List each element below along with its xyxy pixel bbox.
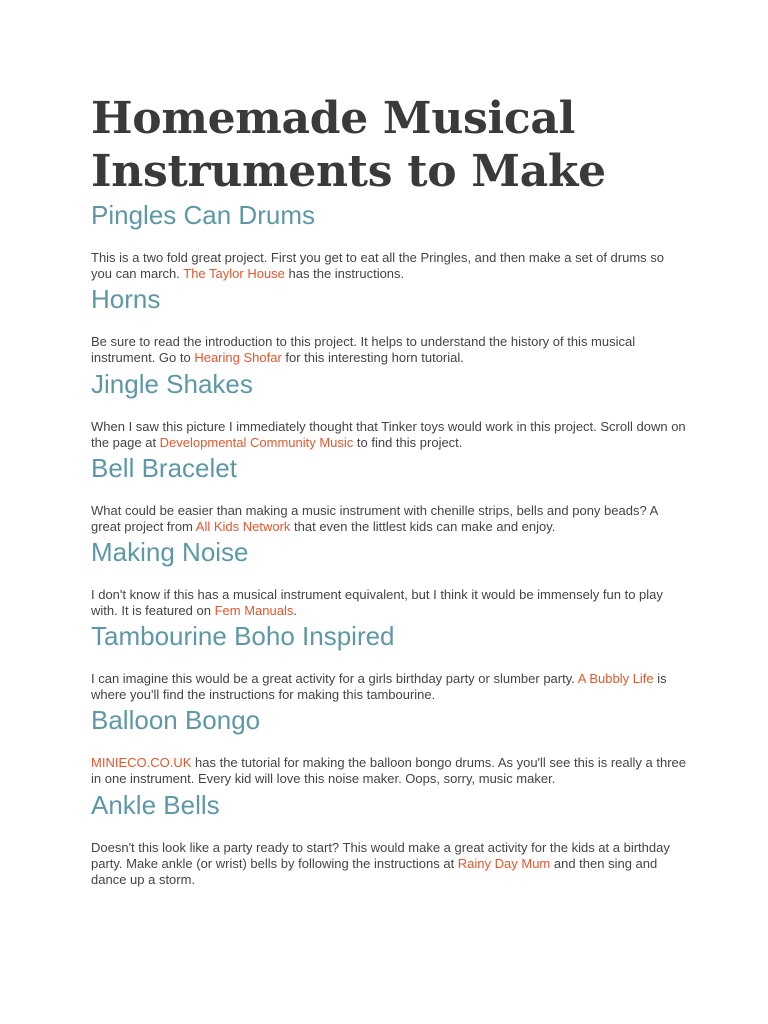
section-heading: Pingles Can Drums	[91, 200, 315, 230]
section-body	[91, 671, 686, 703]
section-body	[91, 840, 686, 888]
link-a-bubbly-life[interactable]: A Bubbly Life	[577, 671, 654, 686]
body-text: to find this project.	[353, 435, 463, 450]
link-minieco[interactable]: MINIECO.CO.UK	[91, 755, 192, 770]
body-text: Doesn't this look like a party ready to start? This would make a great activity for the kids at a birthday party. Make ankle (or wrist) bells by following the instructions at	[91, 840, 670, 871]
link-all-kids-network[interactable]: All Kids Network	[195, 519, 291, 534]
section-ankle-bells	[91, 790, 686, 888]
link-the-taylor-house[interactable]: The Taylor House	[183, 266, 285, 281]
body-text: I don't know if this has a musical instrument equivalent, but I think it would be immensely fun to play with. It is featured on	[91, 587, 663, 618]
link-fem-manuals[interactable]: Fem Manuals	[214, 603, 294, 618]
body-text: I can imagine this would be a great activity for a girls birthday party or slumber party.	[91, 671, 578, 686]
body-text: has the instructions.	[284, 266, 405, 281]
section-heading: Horns	[91, 284, 161, 314]
section-tambourine-boho-inspired	[91, 621, 686, 703]
document-page	[91, 92, 691, 887]
section-body	[91, 587, 686, 619]
section-heading: Tambourine Boho Inspired	[91, 621, 395, 651]
link-rainy-day-mum[interactable]: Rainy Day Mum	[457, 856, 551, 871]
body-text: Be sure to read the introduction to this project. It helps to understand the history of this musical instrument. Go to	[91, 334, 636, 365]
section-horns	[91, 284, 686, 366]
section-body	[91, 503, 686, 535]
section-body	[91, 334, 686, 366]
section-body	[91, 250, 686, 282]
section-balloon-bongo	[91, 705, 686, 787]
link-developmental-community-music[interactable]: Developmental Community Music	[159, 435, 354, 450]
section-jingle-shakes	[91, 369, 686, 451]
body-text: and then sing and dance up a storm.	[91, 856, 658, 887]
section-body	[91, 419, 686, 451]
body-text: .	[293, 603, 297, 618]
body-text: This is a two fold great project. First you get to eat all the Pringles, and then make a set of drums so you can march.	[91, 250, 665, 281]
body-text: What could be easier than making a music instrument with chenille strips, bells and pony beads? A great project from	[91, 503, 658, 534]
body-text: When I saw this picture I immediately thought that Tinker toys would work in this project. Scroll down on the page at	[91, 419, 686, 450]
body-text: is where you'll find the instructions for making this tambourine.	[91, 671, 667, 702]
section-heading: Jingle Shakes	[91, 369, 253, 399]
body-text: that even the littlest kids can make and enjoy.	[290, 519, 556, 534]
section-making-noise	[91, 537, 686, 619]
section-bell-bracelet	[91, 453, 686, 535]
page-title: Homemade Musical Instruments to Make	[91, 93, 606, 197]
section-heading: Ankle Bells	[91, 790, 220, 820]
section-heading: Bell Bracelet	[91, 453, 237, 483]
section-body	[91, 755, 686, 787]
section-heading: Balloon Bongo	[91, 705, 261, 735]
link-hearing-shofar[interactable]: Hearing Shofar	[194, 350, 282, 365]
section-pingles-can-drums	[91, 200, 686, 282]
body-text: has the tutorial for making the balloon bongo drums. As you'll see this is really a three in one instrument. Every kid will love this noise maker. Oops, sorry, music maker.	[91, 755, 686, 786]
body-text: for this interesting horn tutorial.	[281, 350, 464, 365]
section-heading: Making Noise	[91, 537, 249, 567]
